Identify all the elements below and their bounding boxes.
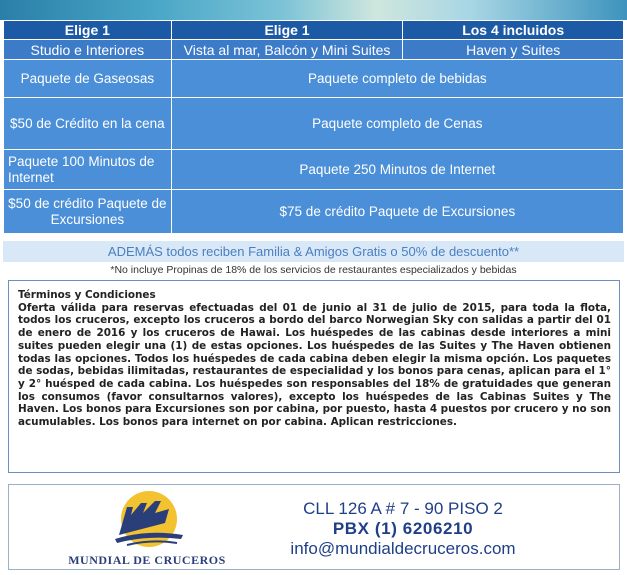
subheader-row: [4, 40, 624, 60]
header-cell: Elige 1: [4, 21, 172, 40]
address-text: CLL 126 A # 7 - 90 PISO 2: [303, 499, 503, 518]
table-row: [4, 190, 624, 234]
phone-text: PBX (1) 6206210: [332, 519, 474, 538]
footnote: *No incluye Propinas de 18% de los servicios de restaurantes especializados y bebidas: [110, 264, 517, 276]
ship-globe-icon: [97, 489, 197, 553]
right-cell: Paquete 250 Minutos de Internet: [171, 150, 623, 190]
beach-banner-image: [0, 0, 627, 20]
email-link[interactable]: info@mundialdecruceros.com: [290, 539, 516, 558]
header-cell: Elige 1: [171, 21, 403, 40]
company-logo: [67, 489, 227, 569]
table-row: [4, 98, 624, 150]
ademas-band: ADEMÁS todos reciben Familia & Amigos Gratis o 50% de descuento**: [3, 241, 624, 262]
left-cell: Paquete de Gaseosas: [4, 60, 172, 98]
table-row: [4, 150, 624, 190]
left-cell: $50 de Crédito en la cena: [4, 98, 172, 150]
terms-box: [8, 280, 620, 473]
header-row: [4, 21, 624, 40]
logo-text: MUNDIAL DE CRUCEROS: [68, 553, 226, 567]
offer-table: [3, 20, 624, 234]
terms-title: Términos y Condiciones: [18, 289, 156, 301]
terms-body: Oferta válida para reservas efectuadas del 01 de junio al 31 de julio de 2015, para toda la flota, todos los cruceros, excepto los cruceros a bordo del barco Norwegian Sky con salidas a partir del 01 de enero de 2016 y los cruceros de Hawai. Los huéspedes de las cabinas desde interiores a mini suites pueden elegir una (1) de estas opciones. Los huéspedes de las Suites y The Haven obtienen todas las opciones. Todos los huéspedes de cada cabina deben elegir la misma opción. Los paquetes de sodas, bebidas ilimitadas, restaurantes de especialidad y los bonos para cenas, aplican para el 1° y 2° huésped de cada cabina. Los huéspedes son responsables del 18% de gratuidades que generan los consumos (favor consultarnos valores), excepto los huéspedes de las Cabinas Suites y The Haven. Los bonos para Excursiones son por cabina, por puesto, hasta 4 puestos por crucero y no son acumulables. Los bonos para internet on por cabina. Aplican restricciones.: [18, 301, 611, 429]
subheader-cell: Vista al mar, Balcón y Mini Suites: [171, 40, 403, 60]
subheader-cell: Haven y Suites: [403, 40, 624, 60]
contact-block: [253, 499, 553, 559]
footer-box: [8, 484, 620, 570]
right-cell: Paquete completo de bebidas: [171, 60, 623, 98]
right-cell: $75 de crédito Paquete de Excursiones: [171, 190, 623, 234]
table-row: [4, 60, 624, 98]
subheader-cell: Studio e Interiores: [4, 40, 172, 60]
left-cell: Paquete 100 Minutos de Internet: [4, 150, 172, 190]
right-cell: Paquete completo de Cenas: [171, 98, 623, 150]
header-cell: Los 4 incluidos: [403, 21, 624, 40]
left-cell: $50 de crédito Paquete de Excursiones: [4, 190, 172, 234]
